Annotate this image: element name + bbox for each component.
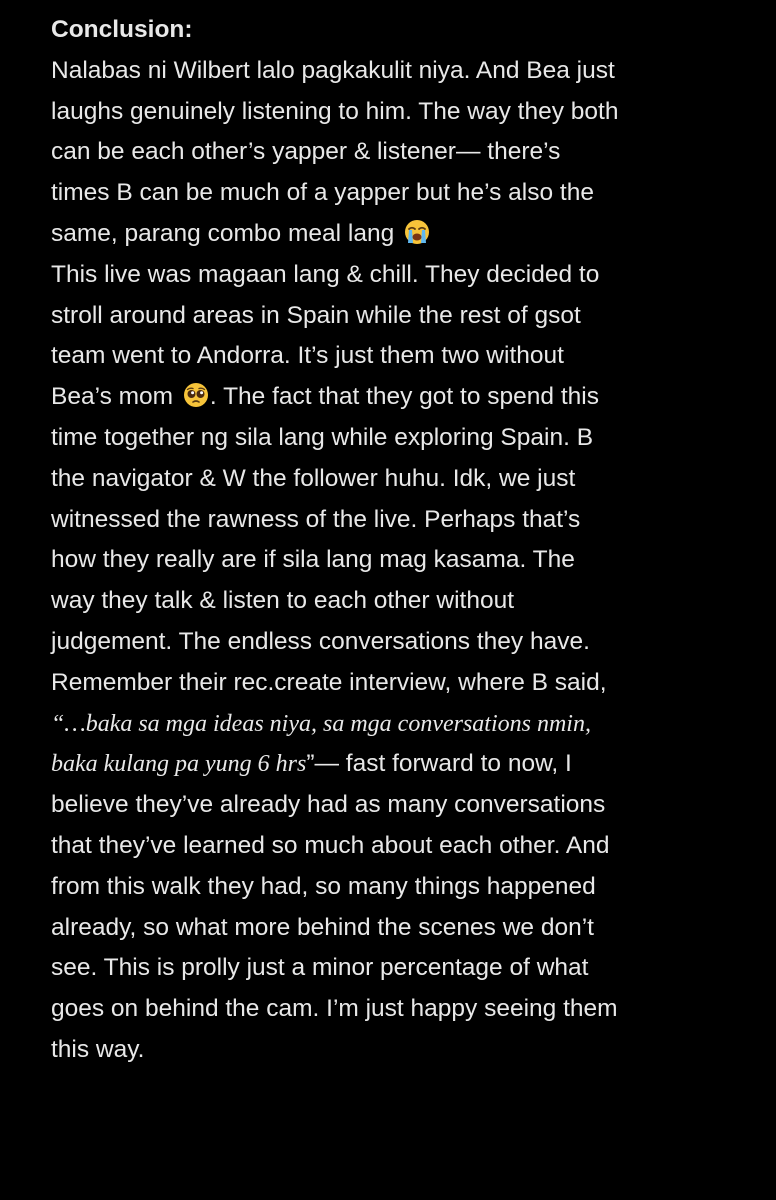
note-line: Nalabas ni Wilbert lalo pagkakulit niya. And Bea just (51, 56, 615, 84)
note-line: way they talk & listen to each other without (51, 587, 515, 615)
note-line: team went to Andorra. It’s just them two without (51, 342, 564, 370)
note-line-with-emoji (51, 214, 751, 255)
note-line: judgement. The endless conversations they have. (51, 627, 590, 655)
note-line-text: ”— fast forward to now, I (306, 750, 572, 778)
note-line: the navigator & W the follower huhu. Idk, we just (51, 464, 576, 492)
note-line: stroll around areas in Spain while the rest of gsot (51, 301, 581, 329)
note-line: times B can be much of a yapper but he’s also the (51, 179, 594, 207)
note-line: can be each other’s yapper & listener— there’s (51, 138, 561, 166)
note-line: This live was magaan lang & chill. They decided to (51, 260, 600, 288)
note-line-with-quote (51, 744, 751, 785)
note-line: that they’ve learned so much about each other. And (51, 831, 610, 859)
note-line: how they really are if sila lang mag kasama. The (51, 546, 575, 574)
loudly-crying-face-icon (403, 218, 431, 246)
note-line: from this walk they had, so many things happened (51, 872, 596, 900)
note-line-with-emoji (51, 377, 751, 418)
note-line: goes on behind the cam. I’m just happy seeing them (51, 995, 618, 1023)
quote-text: baka kulang pa yung 6 hrs (51, 751, 307, 778)
pleading-face-icon (182, 381, 210, 409)
note-line-text: Bea’s mom (51, 383, 174, 411)
note-line: time together ng sila lang while exploring Spain. B (51, 423, 594, 451)
quote-line: “…baka sa mga ideas niya, sa mga conversations nmin, (51, 710, 591, 737)
note-line: see. This is prolly just a minor percentage of what (51, 954, 589, 982)
note-body (51, 10, 751, 1071)
note-heading: Conclusion: (51, 16, 193, 43)
note-line-text: same, parang combo meal lang (51, 219, 395, 247)
note-line: laughs genuinely listening to him. The way they both (51, 97, 619, 125)
note-line: this way. (51, 1035, 145, 1063)
note-line: Remember their rec.create interview, where B said, (51, 668, 607, 696)
note-line: already, so what more behind the scenes we don’t (51, 913, 594, 941)
note-line: witnessed the rawness of the live. Perhaps that’s (51, 505, 581, 533)
note-line: believe they’ve already had as many conversations (51, 791, 606, 819)
note-line-text: . The fact that they got to spend this (209, 383, 599, 411)
